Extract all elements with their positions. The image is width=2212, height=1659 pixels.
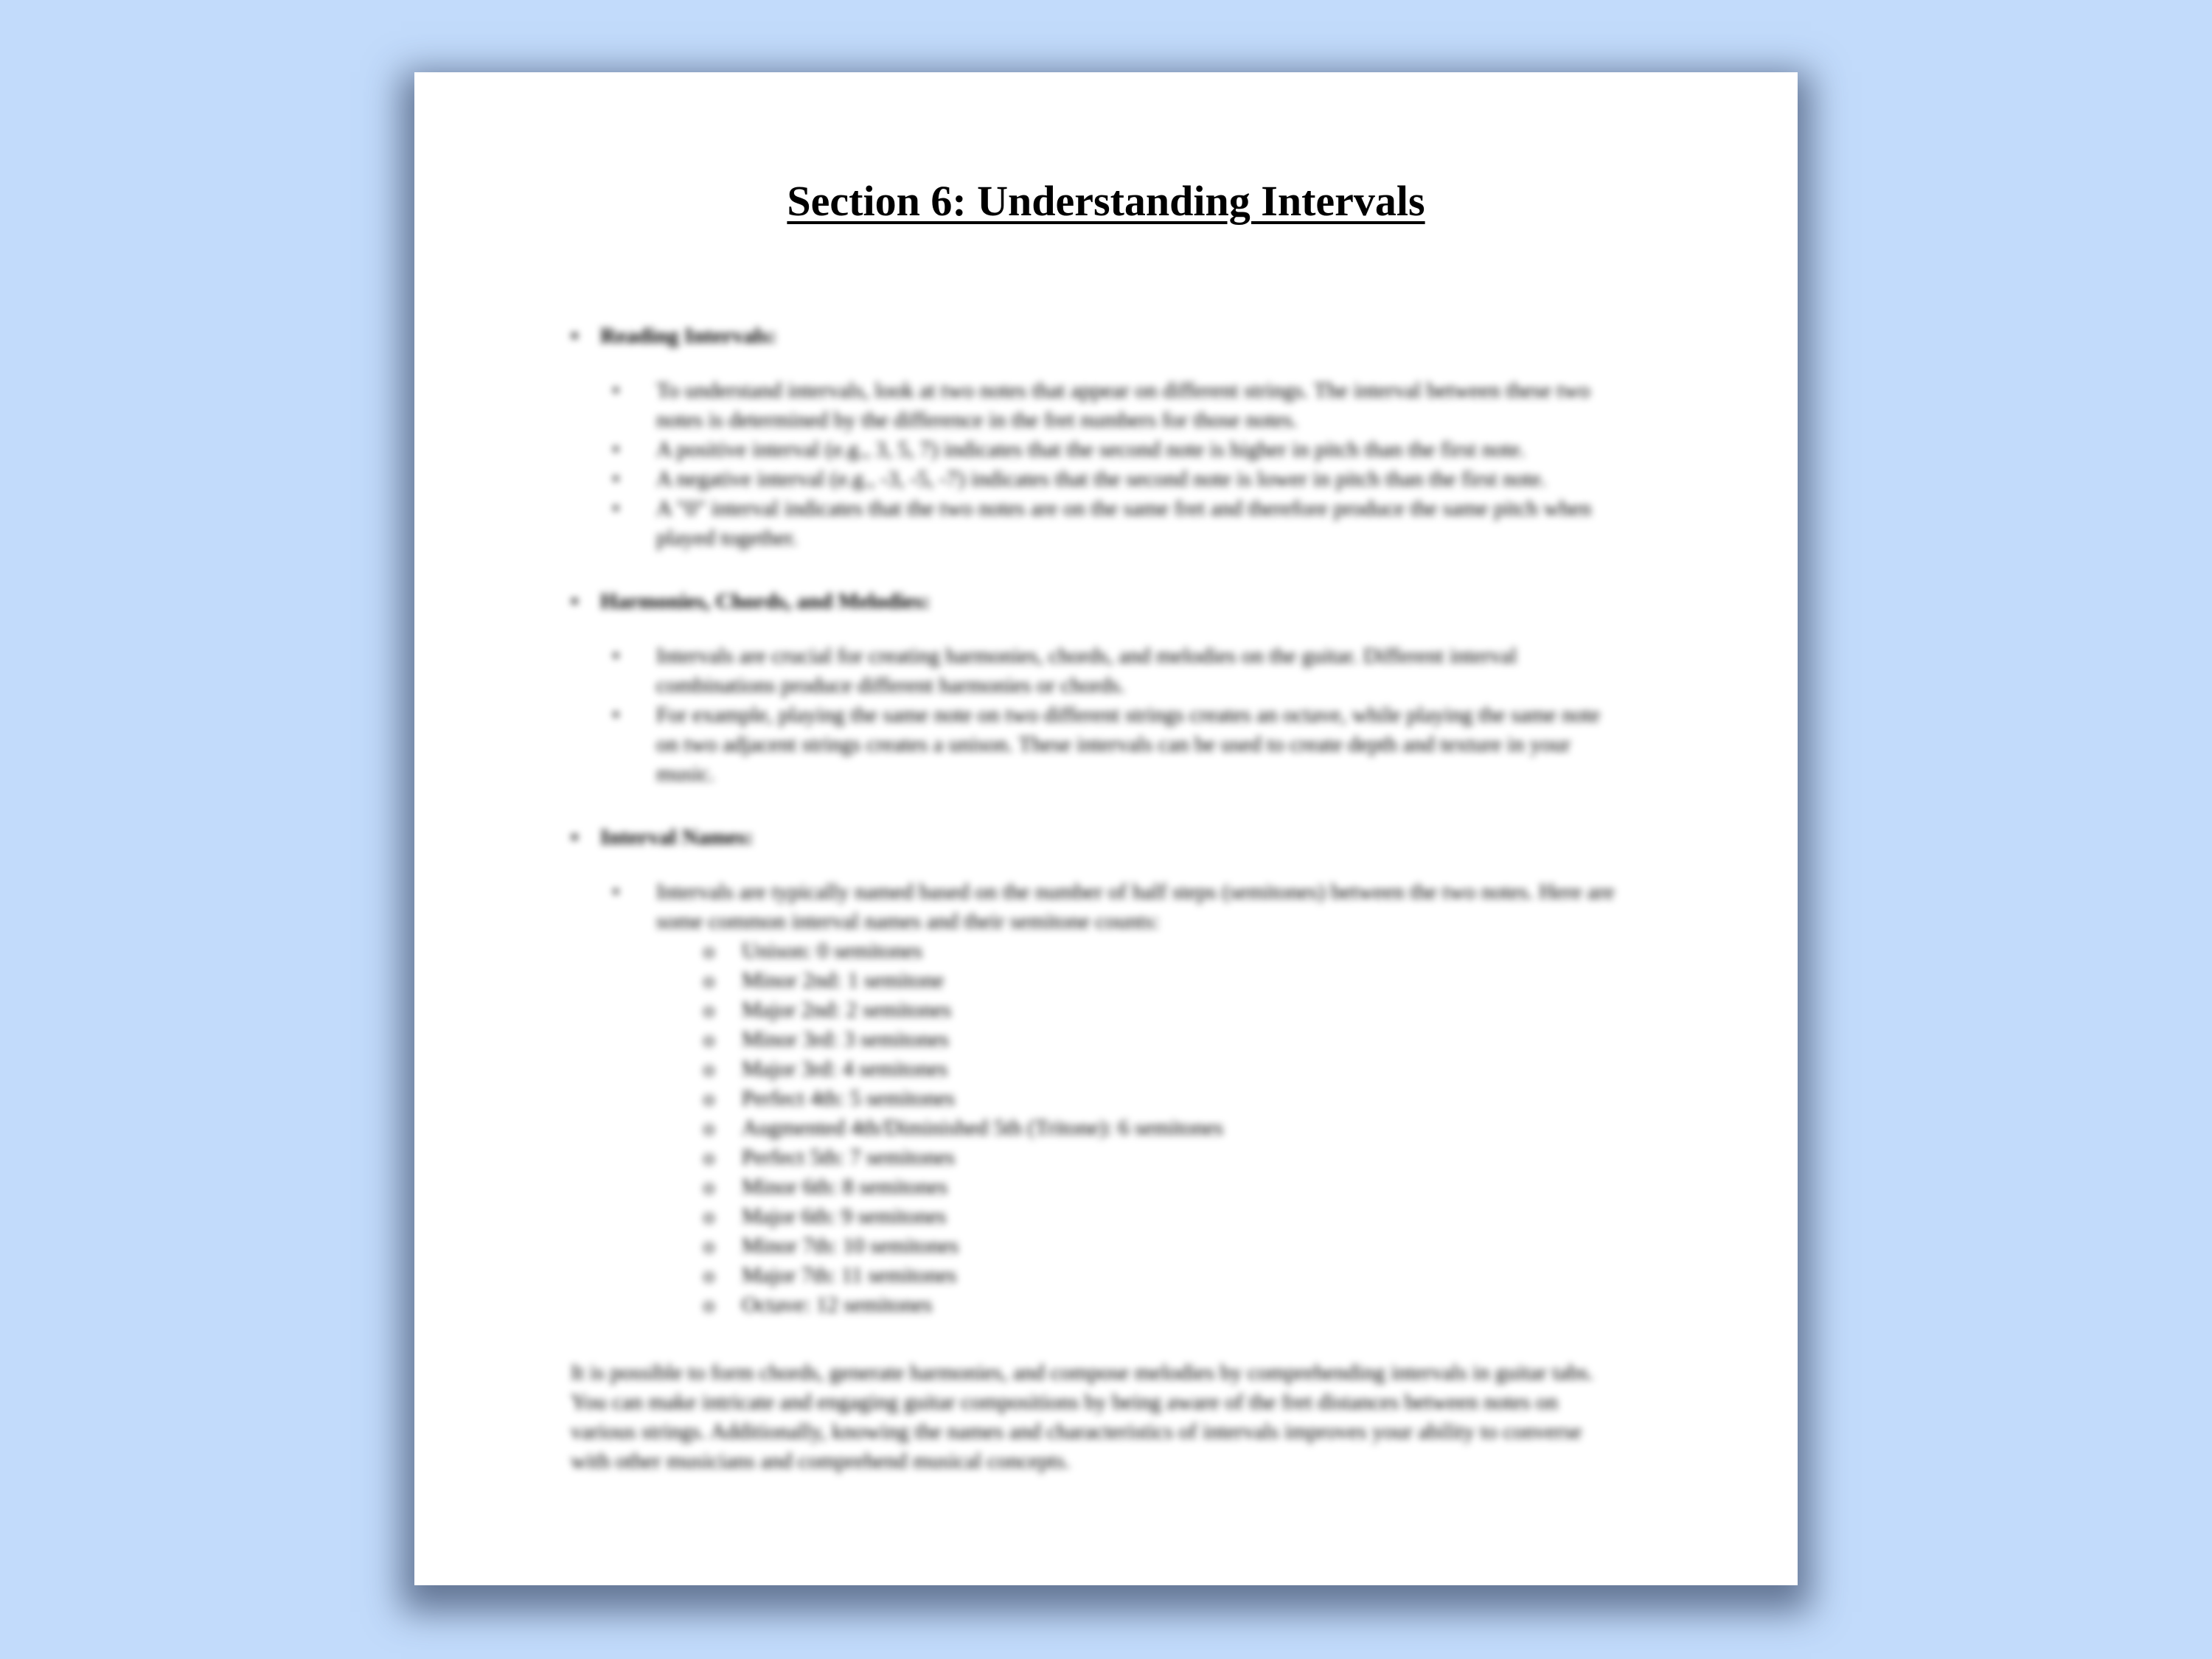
list-item-text: A negative interval (e.g., -3, -5, -7) indicates that the second note is lower in pitch than the first note. xyxy=(656,467,1547,491)
interval-item-text: Octave: 12 semitones xyxy=(742,1293,933,1317)
sub-bullet-icon: o xyxy=(703,968,714,992)
sub-bullet-icon: o xyxy=(703,939,714,963)
section-heading xyxy=(571,823,1618,852)
sub-bullet-icon: o xyxy=(703,1057,714,1081)
interval-list xyxy=(571,936,1618,1320)
interval-item-text: Minor 7th: 10 semitones xyxy=(742,1234,959,1258)
section-harmonies-chords-melodies xyxy=(571,587,1618,789)
interval-item-text: Major 2nd: 2 semitones xyxy=(742,998,952,1022)
bullet-icon: • xyxy=(571,324,579,348)
list-item-text: A "0" interval indicates that the two notes are on the same fret and therefore produce the same pitch when played together. xyxy=(656,496,1592,550)
interval-item xyxy=(571,1025,1618,1054)
interval-item xyxy=(571,1143,1618,1172)
list-item xyxy=(571,435,1618,465)
bullet-icon: • xyxy=(571,825,579,849)
sub-bullet-icon: o xyxy=(703,1116,714,1140)
list-item-text: To understand intervals, look at two notes that appear on different strings. The interval between these two notes is determined by the difference in the fret numbers for those notes. xyxy=(656,378,1590,432)
list-item-text: Intervals are crucial for creating harmonies, chords, and melodies on the guitar. Different interval combinations produce different harmonies or chords. xyxy=(656,644,1517,698)
bullet-icon: • xyxy=(571,589,579,613)
interval-item-text: Major 7th: 11 semitones xyxy=(742,1263,957,1287)
list-item-text: A positive interval (e.g., 3, 5, 7) indicates that the second note is higher in pitch than the first note. xyxy=(656,437,1526,462)
section-heading xyxy=(571,587,1618,616)
interval-item xyxy=(571,1054,1618,1084)
closing-paragraph: It is possible to form chords, generate harmonies, and compose melodies by comprehending intervals in guitar tabs. You can make intricate and engaging guitar compositions by being aware of the fret distances between notes on various strings. Additionally, knowing the names and characteristics of intervals improves your ability to converse with other musicians and comprehend musical concepts. xyxy=(571,1360,1594,1473)
section-heading-text: Reading Intervals: xyxy=(600,324,777,348)
list-item xyxy=(571,376,1618,435)
interval-item xyxy=(571,1231,1618,1261)
bullet-icon: • xyxy=(612,644,620,668)
interval-item xyxy=(571,1172,1618,1202)
interval-item-text: Perfect 4th: 5 semitones xyxy=(742,1086,956,1110)
interval-item xyxy=(571,1084,1618,1113)
list-item xyxy=(571,700,1618,789)
interval-item xyxy=(571,1202,1618,1231)
interval-item-text: Unison: 0 semitones xyxy=(742,939,922,963)
interval-item-text: Perfect 5th: 7 semitones xyxy=(742,1145,956,1169)
list-item xyxy=(571,494,1618,553)
bullet-list xyxy=(571,376,1618,553)
list-item xyxy=(571,641,1618,700)
section-heading-text: Harmonies, Chords, and Melodies: xyxy=(600,589,931,613)
sub-bullet-icon: o xyxy=(703,1234,714,1258)
interval-item-text: Minor 3rd: 3 semitones xyxy=(742,1027,949,1051)
bullet-icon: • xyxy=(612,703,620,727)
section-interval-names xyxy=(571,823,1618,1320)
sub-bullet-icon: o xyxy=(703,1204,714,1228)
list-item xyxy=(571,877,1618,936)
list-item-text: Intervals are typically named based on the number of half steps (semitones) between the two notes. Here are some common interval names and their semitone counts: xyxy=(656,880,1615,933)
interval-item xyxy=(571,966,1618,995)
sub-bullet-icon: o xyxy=(703,1175,714,1199)
interval-item xyxy=(571,936,1618,966)
interval-item xyxy=(571,1290,1618,1320)
interval-item-text: Major 3rd: 4 semitones xyxy=(742,1057,948,1081)
interval-item xyxy=(571,1261,1618,1290)
sub-bullet-icon: o xyxy=(703,1086,714,1110)
interval-item-text: Augmented 4th/Diminished 5th (Tritone): 6 semitones xyxy=(742,1116,1224,1140)
sub-bullet-icon: o xyxy=(703,1293,714,1317)
sub-bullet-icon: o xyxy=(703,998,714,1022)
section-heading xyxy=(571,321,1618,351)
interval-item xyxy=(571,995,1618,1025)
page-title: Section 6: Understanding Intervals xyxy=(787,177,1425,225)
document-body xyxy=(571,321,1618,1476)
list-item xyxy=(571,465,1618,494)
bullet-icon: • xyxy=(612,437,620,462)
section-heading-text: Interval Names: xyxy=(600,825,754,849)
bullet-list xyxy=(571,641,1618,789)
bullet-list xyxy=(571,877,1618,936)
interval-item-text: Major 6th: 9 semitones xyxy=(742,1204,947,1228)
bullet-icon: • xyxy=(612,880,620,904)
bullet-icon: • xyxy=(612,496,620,521)
interval-item xyxy=(571,1113,1618,1143)
document-page xyxy=(414,72,1798,1585)
bullet-icon: • xyxy=(612,467,620,491)
sub-bullet-icon: o xyxy=(703,1263,714,1287)
list-item-text: For example, playing the same note on two different strings creates an octave, while playing the same note on two adjacent strings creates a unison. These intervals can be used to create depth and texture in your music. xyxy=(656,703,1600,786)
sub-bullet-icon: o xyxy=(703,1145,714,1169)
bullet-icon: • xyxy=(612,378,620,403)
interval-item-text: Minor 2nd: 1 semitone xyxy=(742,968,945,992)
sub-bullet-icon: o xyxy=(703,1027,714,1051)
section-reading-intervals xyxy=(571,321,1618,553)
interval-item-text: Minor 6th: 8 semitones xyxy=(742,1175,948,1199)
